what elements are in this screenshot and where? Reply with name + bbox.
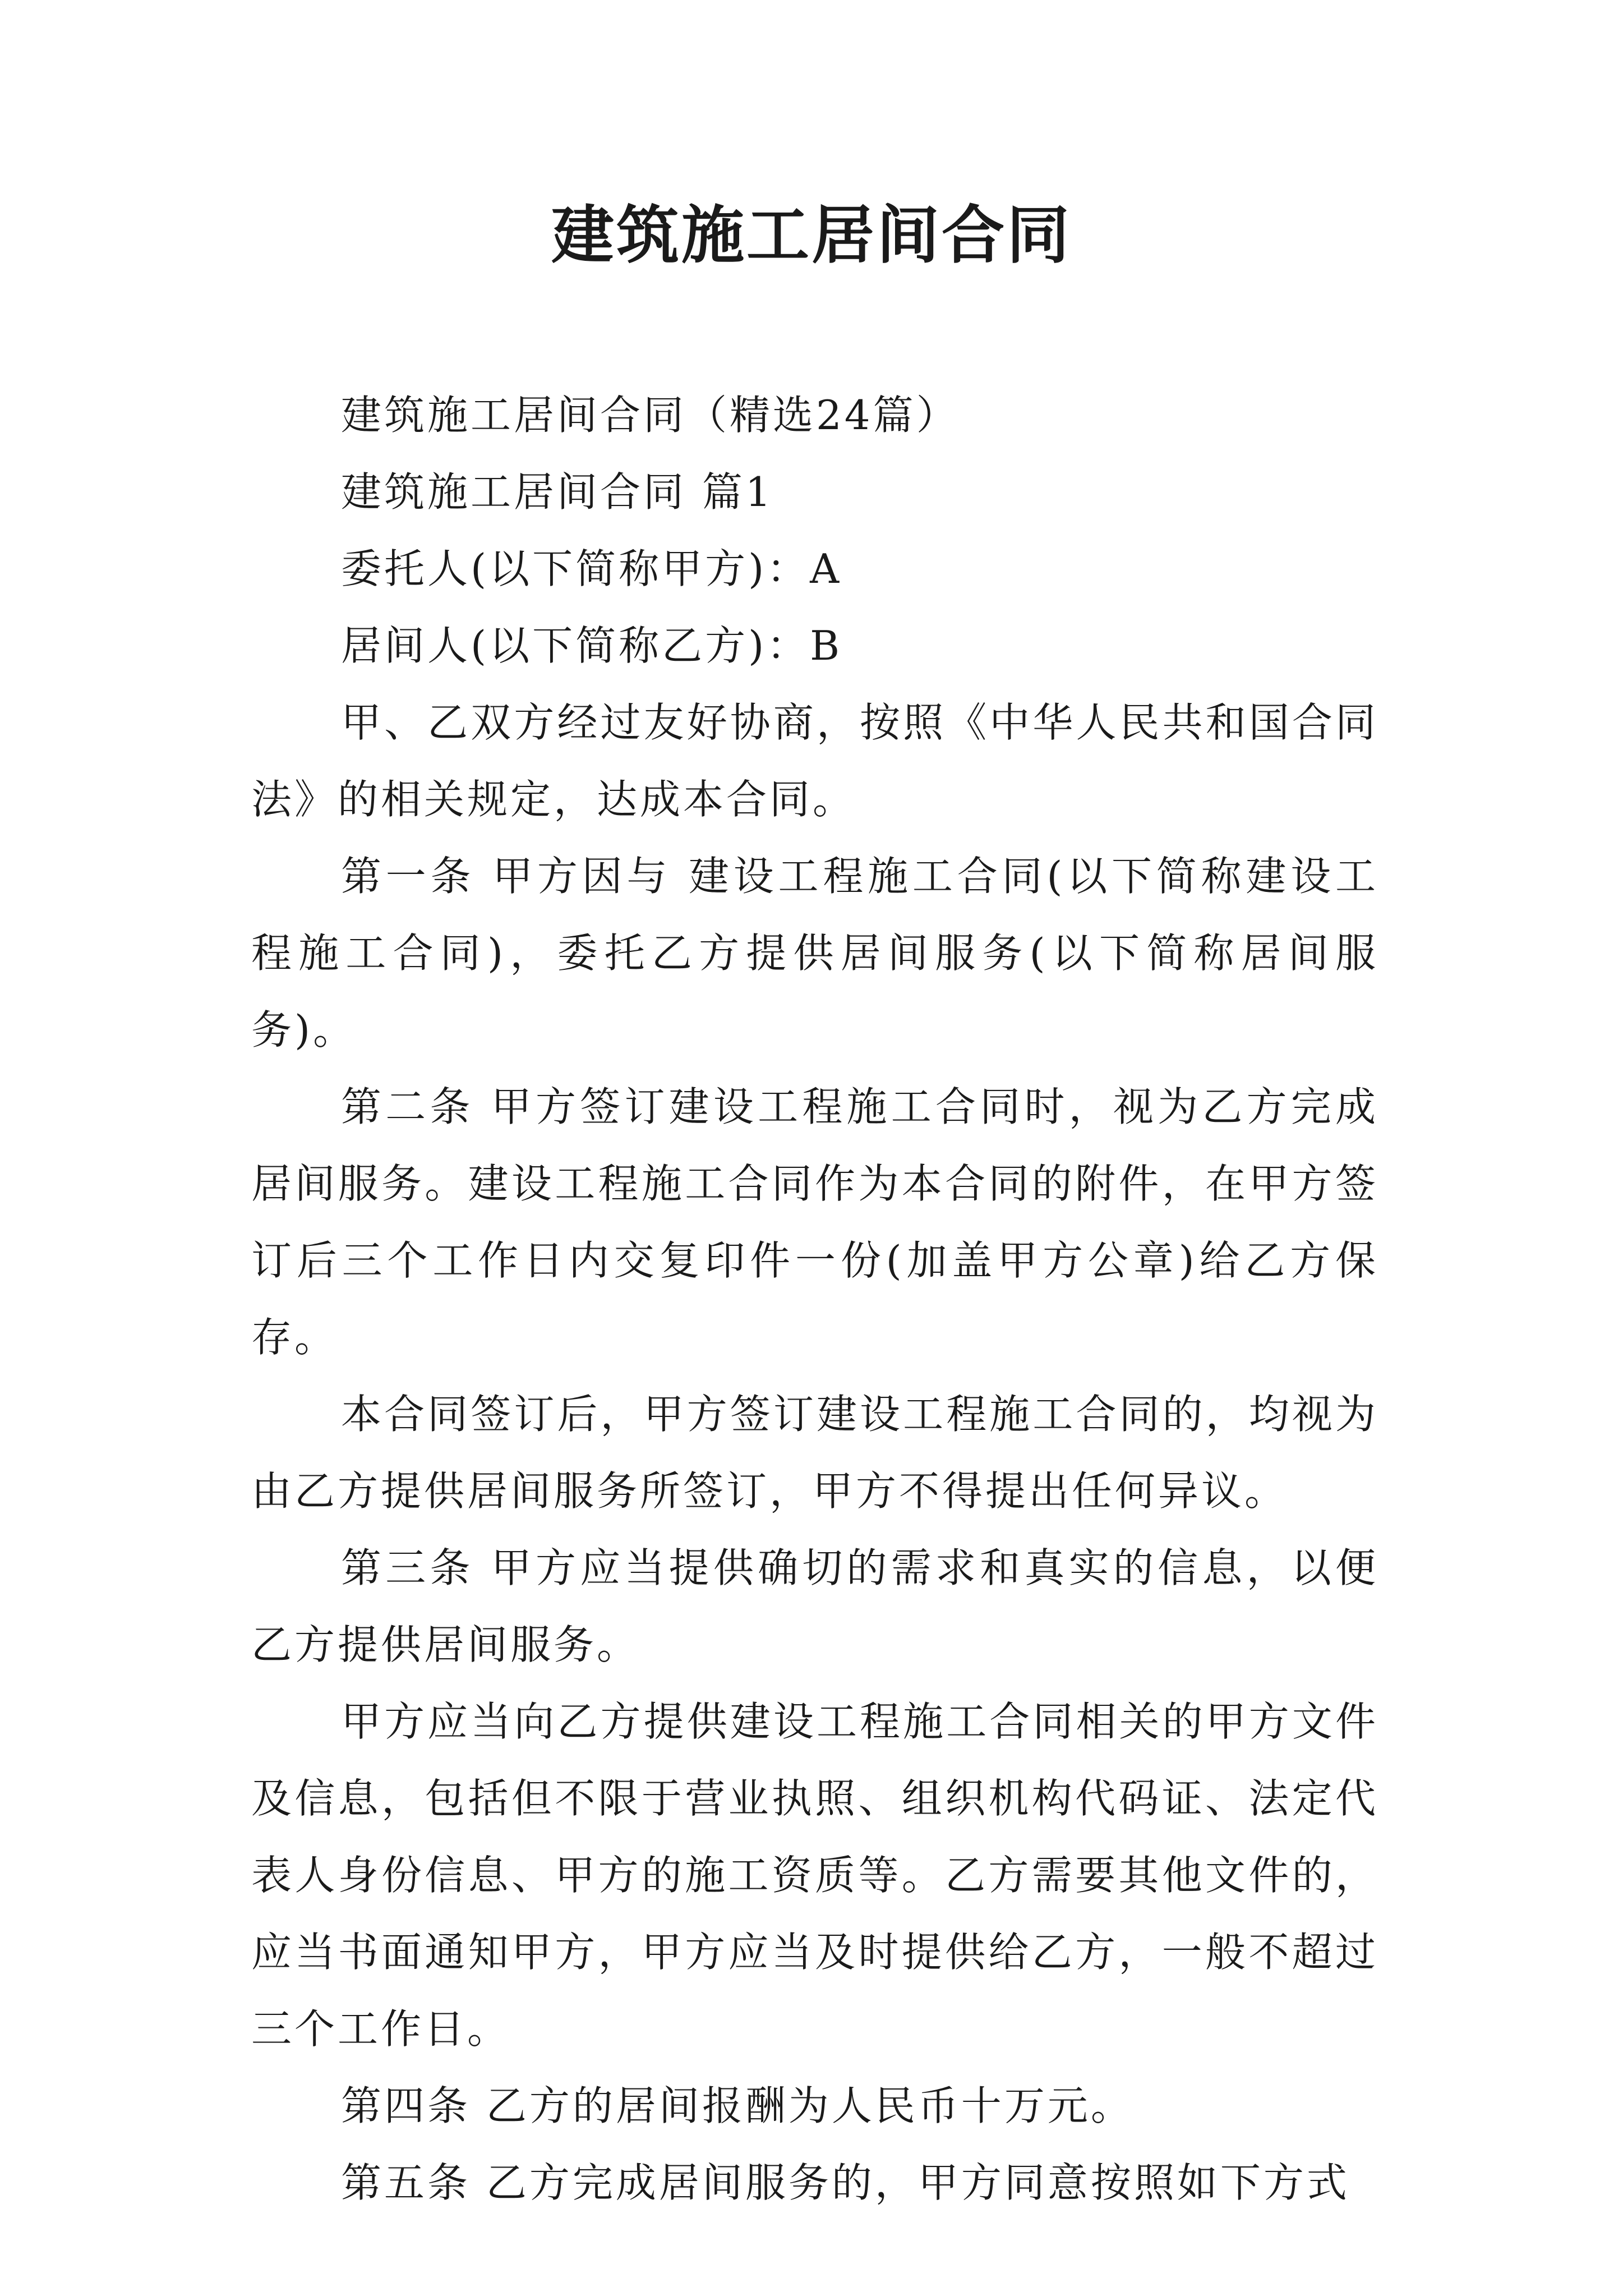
paragraph-article-4: 第四条 乙方的居间报酬为人民币十万元。 [341,2082,1134,2129]
document-body [251,377,1378,2221]
paragraph-article-3: 第三条 甲方应当提供确切的需求和真实的信息，以便乙方提供居间服务。 [251,1544,1378,1668]
paragraph-article-2: 第二条 甲方签订建设工程施工合同时，视为乙方完成居间服务。建设工程施工合同作为本合同的附件，在甲方签订后三个工作日内交复印件一份(加盖甲方公章)给乙方保存。 [251,1083,1378,1361]
paragraph-party-b: 居间人(以下简称乙方)：B [341,622,843,669]
paragraph-article-1: 第一条 甲方因与 建设工程施工合同(以下简称建设工程施工合同)，委托乙方提供居间服务(以下简称居间服务)。 [251,853,1378,1053]
paragraph-collection-title: 建筑施工居间合同（精选24篇） [341,392,960,439]
paragraph-article-3-supplement: 甲方应当向乙方提供建设工程施工合同相关的甲方文件及信息，包括但不限于营业执照、组织机构代码证、法定代表人身份信息、甲方的施工资质等。乙方需要其他文件的，应当书面通知甲方，甲方应当及时提供给乙方，一般不超过三个工作日。 [251,1698,1378,2053]
paragraph-preamble: 甲、乙双方经过友好协商，按照《中华人民共和国合同法》的相关规定，达成本合同。 [251,699,1378,823]
paragraph-article-5: 第五条 乙方完成居间服务的，甲方同意按照如下方式 [341,2159,1350,2206]
paragraph-party-a: 委托人(以下简称甲方)：A [341,545,842,592]
paragraph-section-heading: 建筑施工居间合同 篇1 [341,468,774,516]
document-title: 建筑施工居间合同 [551,199,1072,272]
paragraph-article-2-supplement: 本合同签订后，甲方签订建设工程施工合同的，均视为由乙方提供居间服务所签订，甲方不得提出任何异议。 [251,1391,1378,1515]
